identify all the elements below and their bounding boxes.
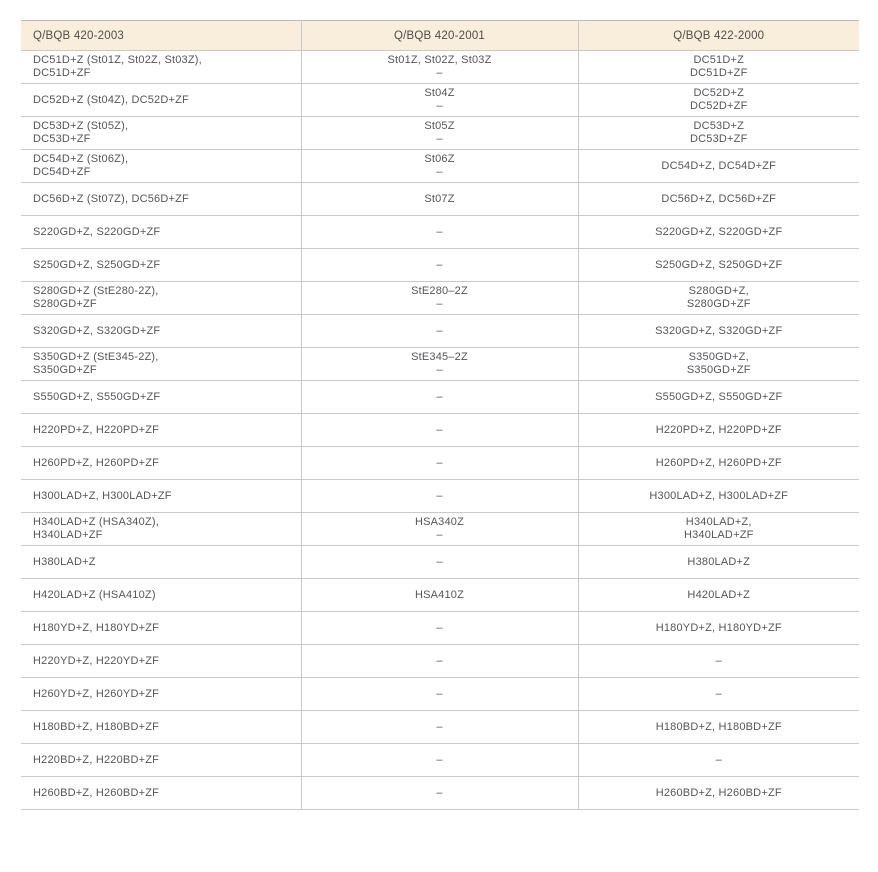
grade-text: DC52D+Z (St04Z), DC52D+ZF	[33, 93, 189, 106]
grade-text: –	[436, 720, 443, 733]
grade-text: S280GD+Z (StE280-2Z),	[33, 285, 159, 297]
grade-text: St06Z	[424, 153, 455, 165]
grade-text: StE280–2Z	[411, 285, 468, 297]
table-row	[21, 282, 859, 315]
grade-text: S250GD+Z, S250GD+ZF	[655, 258, 783, 271]
grade-text: H340LAD+Z (HSA340Z),	[33, 516, 159, 528]
grade-text: DC53D+Z (St05Z),	[33, 120, 129, 132]
grade-cell	[21, 678, 301, 711]
grade-text: –	[715, 753, 722, 766]
grade-text: H260BD+Z, H260BD+ZF	[33, 786, 160, 799]
grade-text: DC51D+Z (St01Z, St02Z, St03Z),	[33, 54, 202, 66]
grade-text: –	[436, 529, 443, 541]
grade-text: DC52D+Z	[693, 87, 745, 99]
table-row	[21, 678, 859, 711]
grade-cell	[578, 216, 859, 249]
grade-text: St04Z	[424, 87, 455, 99]
grade-text: DC53D+ZF	[689, 133, 748, 145]
grade-cell	[578, 447, 859, 480]
grade-text: –	[436, 100, 443, 112]
grade-cell	[21, 447, 301, 480]
grade-text: S550GD+Z, S550GD+ZF	[655, 390, 783, 403]
grade-text: H180BD+Z, H180BD+ZF	[655, 720, 782, 733]
grade-cell	[21, 84, 301, 117]
grade-text: –	[436, 133, 443, 145]
table-row	[21, 117, 859, 150]
grade-text: DC53D+ZF	[33, 133, 91, 145]
grade-cell	[301, 678, 578, 711]
grade-text: –	[436, 225, 443, 238]
grade-cell	[21, 744, 301, 777]
grade-text: DC54D+Z (St06Z),	[33, 153, 129, 165]
grade-cell	[21, 348, 301, 381]
grade-cell	[578, 117, 859, 150]
grade-text: –	[715, 654, 722, 667]
grade-cell	[21, 513, 301, 546]
grade-text: H260BD+Z, H260BD+ZF	[655, 786, 782, 799]
grade-cell	[301, 315, 578, 348]
grade-cell	[21, 150, 301, 183]
grade-cell	[578, 744, 859, 777]
grade-text: –	[436, 67, 443, 79]
grade-cell	[578, 381, 859, 414]
grade-text: H300LAD+Z, H300LAD+ZF	[649, 489, 789, 502]
grade-text: S350GD+Z,	[688, 351, 749, 363]
grade-text: –	[436, 753, 443, 766]
grade-cell	[578, 150, 859, 183]
table-row	[21, 414, 859, 447]
grade-cell	[301, 480, 578, 513]
grade-text: DC51D+ZF	[33, 67, 91, 79]
grade-text: –	[436, 555, 443, 568]
table-row	[21, 51, 859, 84]
grade-cell	[578, 612, 859, 645]
grade-cell	[578, 315, 859, 348]
table-row	[21, 744, 859, 777]
grade-cell	[21, 645, 301, 678]
grade-cell	[578, 183, 859, 216]
grade-text: H220YD+Z, H220YD+ZF	[33, 654, 160, 667]
grade-cell	[301, 612, 578, 645]
grade-cell	[21, 579, 301, 612]
grade-text: –	[436, 423, 443, 436]
table-row	[21, 249, 859, 282]
grade-text: DC53D+Z	[693, 120, 745, 132]
grade-text: DC51D+Z	[693, 54, 745, 66]
grade-cell	[21, 414, 301, 447]
grade-cell	[301, 711, 578, 744]
column-header-qbqb-422-2000: Q/BQB 422-2000	[578, 21, 859, 51]
grade-text: DC54D+ZF	[33, 166, 91, 178]
grade-cell	[301, 249, 578, 282]
grade-cell	[301, 216, 578, 249]
grade-text: –	[436, 456, 443, 469]
table-row	[21, 183, 859, 216]
table-row	[21, 381, 859, 414]
grade-text: S350GD+ZF	[33, 364, 97, 376]
grade-text: DC54D+Z, DC54D+ZF	[661, 159, 777, 172]
grade-text: H300LAD+Z, H300LAD+ZF	[33, 489, 172, 502]
table-row	[21, 711, 859, 744]
grade-cell	[301, 117, 578, 150]
grade-cell	[578, 282, 859, 315]
grade-cell	[301, 513, 578, 546]
grade-text: DC56D+Z, DC56D+ZF	[661, 192, 777, 205]
grade-cell	[21, 249, 301, 282]
grade-text: S280GD+ZF	[686, 298, 751, 310]
grade-text: –	[436, 654, 443, 667]
grade-text: –	[436, 489, 443, 502]
grade-text: St01Z, St02Z, St03Z	[387, 54, 492, 66]
grade-text: H340LAD+ZF	[33, 529, 103, 541]
grade-cell	[301, 414, 578, 447]
grade-text: H340LAD+ZF	[683, 529, 754, 541]
grade-cell	[578, 249, 859, 282]
grade-cell	[301, 447, 578, 480]
grade-cell	[578, 645, 859, 678]
grade-cell	[301, 84, 578, 117]
grade-cell	[578, 711, 859, 744]
grade-cell	[301, 645, 578, 678]
grade-text: S350GD+ZF	[686, 364, 751, 376]
column-header-qbqb-420-2003: Q/BQB 420-2003	[21, 21, 301, 51]
grade-text: S280GD+ZF	[33, 298, 97, 310]
table-row	[21, 84, 859, 117]
grade-text: –	[436, 298, 443, 310]
grade-cell	[21, 711, 301, 744]
grade-cell	[21, 117, 301, 150]
grade-text: S280GD+Z,	[688, 285, 749, 297]
table-row	[21, 579, 859, 612]
grade-cell	[578, 513, 859, 546]
table-row	[21, 513, 859, 546]
grade-text: H220PD+Z, H220PD+ZF	[33, 423, 160, 436]
grade-text: H180YD+Z, H180YD+ZF	[33, 621, 160, 634]
grade-text: –	[715, 687, 722, 700]
grade-text: H260YD+Z, H260YD+ZF	[33, 687, 160, 700]
grade-text: H220BD+Z, H220BD+ZF	[33, 753, 160, 766]
grade-cell	[21, 777, 301, 810]
grade-cell	[301, 777, 578, 810]
grade-cell	[301, 183, 578, 216]
table-row	[21, 216, 859, 249]
table-row	[21, 777, 859, 810]
grade-text: S250GD+Z, S250GD+ZF	[33, 258, 161, 271]
grade-cell	[21, 282, 301, 315]
table-row	[21, 348, 859, 381]
grade-cell	[578, 579, 859, 612]
grade-text: H340LAD+Z,	[685, 516, 752, 528]
grade-text: –	[436, 687, 443, 700]
grade-cell	[578, 546, 859, 579]
table-row	[21, 612, 859, 645]
table-body	[21, 51, 859, 810]
grade-cell	[578, 678, 859, 711]
grade-text: H260PD+Z, H260PD+ZF	[33, 456, 160, 469]
grade-text: –	[436, 390, 443, 403]
table-row	[21, 447, 859, 480]
table-row	[21, 480, 859, 513]
grade-text: –	[436, 364, 443, 376]
grade-text: H260PD+Z, H260PD+ZF	[655, 456, 782, 469]
steel-grades-comparison-table	[21, 20, 859, 810]
grade-text: S220GD+Z, S220GD+ZF	[655, 225, 783, 238]
grade-cell	[578, 84, 859, 117]
table-row	[21, 315, 859, 348]
grade-text: H380LAD+Z	[687, 555, 751, 568]
grade-text: –	[436, 621, 443, 634]
grade-text: –	[436, 258, 443, 271]
grade-text: S320GD+Z, S320GD+ZF	[655, 324, 783, 337]
grade-cell	[301, 51, 578, 84]
grade-text: S550GD+Z, S550GD+ZF	[33, 390, 161, 403]
grade-cell	[301, 546, 578, 579]
grade-cell	[21, 183, 301, 216]
grade-cell	[301, 744, 578, 777]
grade-text: DC52D+ZF	[689, 100, 748, 112]
grade-text: S320GD+Z, S320GD+ZF	[33, 324, 161, 337]
grade-cell	[301, 282, 578, 315]
grade-cell	[21, 381, 301, 414]
grade-text: DC51D+ZF	[689, 67, 748, 79]
grade-cell	[578, 51, 859, 84]
grade-text: St05Z	[424, 120, 455, 132]
table-header-row	[21, 21, 859, 51]
grade-cell	[301, 381, 578, 414]
column-header-qbqb-420-2001: Q/BQB 420-2001	[301, 21, 578, 51]
grade-text: H220PD+Z, H220PD+ZF	[655, 423, 782, 436]
grade-cell	[578, 348, 859, 381]
grade-text: HSA410Z	[414, 588, 465, 601]
grade-cell	[21, 216, 301, 249]
grade-text: H180BD+Z, H180BD+ZF	[33, 720, 160, 733]
grade-text: S220GD+Z, S220GD+ZF	[33, 225, 161, 238]
grade-cell	[578, 480, 859, 513]
table-row	[21, 546, 859, 579]
grade-text: H180YD+Z, H180YD+ZF	[655, 621, 782, 634]
grade-cell	[21, 51, 301, 84]
grade-text: –	[436, 324, 443, 337]
table-row	[21, 645, 859, 678]
grade-text: DC56D+Z (St07Z), DC56D+ZF	[33, 192, 189, 205]
grade-text: H420LAD+Z	[687, 588, 751, 601]
grade-cell	[578, 414, 859, 447]
grade-text: St07Z	[424, 192, 455, 205]
grade-text: StE345–2Z	[411, 351, 468, 363]
grade-text: H380LAD+Z	[33, 555, 96, 568]
grade-text: –	[436, 786, 443, 799]
grade-cell	[301, 579, 578, 612]
grade-cell	[21, 315, 301, 348]
grade-cell	[301, 150, 578, 183]
grade-text: HSA340Z	[414, 516, 465, 528]
grade-text: –	[436, 166, 443, 178]
grade-text: S350GD+Z (StE345-2Z),	[33, 351, 159, 363]
grade-cell	[301, 348, 578, 381]
grade-text: H420LAD+Z (HSA410Z)	[33, 588, 156, 601]
grade-cell	[21, 546, 301, 579]
grade-cell	[21, 480, 301, 513]
table-row	[21, 150, 859, 183]
grade-cell	[21, 612, 301, 645]
grade-cell	[578, 777, 859, 810]
